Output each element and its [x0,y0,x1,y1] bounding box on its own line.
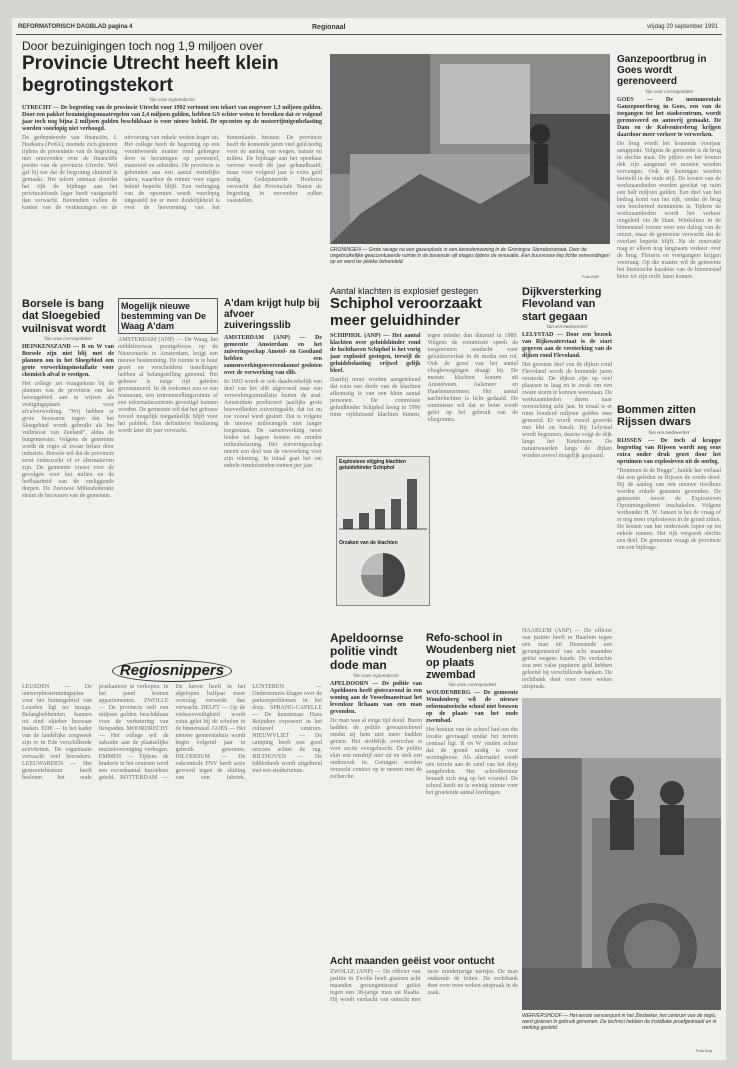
refo-article [426,632,518,952]
regiosnippers-body: LEUSDEN — De ontwerpbestemmingsplan voor het buitengebied van Leusden ligt ter inzage. Belanghebbenden kunnen tot eind oktober bezwaar maken. EDE — In het kader van de landelijke zorgweek zijn er in Ede verschillende activiteiten. De organisatie verwacht veel bezoekers. LEEUWARDEN — Het gemeentebestuur heeft besloten het oude postkantoor te verkopen. In het pand komen appartementen. ZWOLLE — De provincie stelt een miljoen gulden beschikbaar voor de verbetering van fietspaden. MOORDRECHT — Het college wil de subsidie aan de plaatselijke muziekvereniging verhogen. EMMEN — Tijdens de braderie in het centrum werd een recordaantal bezoekers geteld. ROTTERDAM — De haven heeft in het afgelopen halfjaar meer overslag verwerkt dan verwacht. DELFT — Op de verkeersveiligheid wordt extra gelet bij de scholen in de binnenstad. GOES — Het nieuwe gemeentehuis wordt begin volgend jaar in gebruik genomen. HILVERSUM — De vakcentrale FNV heeft actie gevoerd tegen de sluiting van een fabriek. LUNTEREN — Ondernemers klagen over de parkeerproblemen in het dorp. SPRANG-CAPELLE — De kunstenaar Hans Reijnders exposeert in het cultureel centrum. NIEUWVLIET — De camping heeft een goed seizoen achter de rug. BILTHOVEN — De bibliotheek wordt uitgebreid met een studieruimte. [22,684,324,781]
bommen-body: "Bommen in de Regge", luidde het verhaal dat een geleden in Rijssen de ronde deed. Bij de aanleg van een nieuwe rioolbuis werden enkele granaten gevonden. De gemeente moest de Explosieven Opruimingsdienst inschakelen. Volgens wethouder H. W. Jansen is het de vraag of er nog meer explosieven in de grond zitten. De kosten van het onderzoek lopen op tot enkele tonnen. Het rijk vergoedt slechts een deel. De gemeente vraagt de provincie om een bijdrage. [617,467,723,551]
graphic-pie [337,548,429,598]
refo-headline: Refo-school in Woudenberg niet op plaats zwembad [426,632,516,681]
borsele-byline: Van onze correspondent [44,336,92,342]
lead-byline: Van onze regioredactie [149,97,195,103]
masthead-rule [16,34,722,35]
refo-byline: Van onze correspondent [448,683,496,689]
waag-article [118,298,218,654]
adam-article [224,298,322,654]
bommen-headline: Bommen zitten Rijssen dwars [617,404,696,429]
apeldoorn-byline: Van onze regioredactie [353,674,399,680]
regiosnippers-title: Regiosnippers [119,661,225,679]
bommen-byline: Van een medewerker [648,430,690,436]
dijk-article [522,286,612,626]
graphic-title: Explosieve stijging klachten geluidshinder Schiphol [339,459,406,471]
schiphol-graphic [336,456,430,606]
wervershoof-credit: Foto Anp [696,1048,713,1053]
masthead-date: vrijdag 20 september 1991 [646,24,718,30]
wervershoof-caption: WERVERSHOOF — Het eerste vervoerpunt in het Ziesbeker, het centrum van de regio, werd gisteren in gebruik genomen. De technici hebben de installatie proefgedraaid en in werking gesteld. [522,1013,717,1031]
waag-body: AMSTERDAM (ANP) — De Waag, het middeleeuwse poortgebouw op de Nieuwmarkt in Amsterdam, krijgt een nieuwe bestemming. De ruimte is te huur gezet en verscheidene instellingen hebben al belangstelling getoond. Het gebouw is enige tijd geleden gerestaureerd. In de toekomst zou er een restaurant, een tentoonstellingsruimte of een informatiecentrum gevestigd kunnen worden. De gemeente wil dat het gebouw zoveel mogelijk toegankelijk blijft voor het publiek. Een definitieve beslissing wordt later dit jaar verwacht. [118,337,220,435]
groningen-photo [330,54,610,244]
waag-headline: Mogelijk nieuwe bestemming van De Waag A'dam [121,301,207,332]
dijk-body: Het grootste deel van de dijken rond Flevoland wordt de komende jaren versterkt. De dijken zijn op veel plaatsen te laag en te zwak om een zware storm te kunnen weerstaan. De werkzaamheden duren naar verwachting acht jaar. In totaal is er ruim honderd miljoen gulden mee gemoeid. Er wordt vooral gewerkt met klei en basalt. Bij Lelystad wordt begonnen, daarna volgt de dijk langs het Ketelmeer. De natuurwaarden langs de dijken worden zoveel mogelijk gespaard. [522,361,614,459]
adam-intro: AMSTERDAM (ANP) — De gemeente Amsterdam en het zuiveringsschap Amstel- en Gooiland hebben een samenwerkingsovereenkomst gesloten over de verwerking van slib. [224,334,322,376]
wervershoof-photo [522,698,721,1010]
adam-headline: A'dam krijgt hulp bij afvoer zuiveringsslib [224,298,320,332]
apeldoorn-intro: APELDOORN — De politie van Apeldoorn heeft gisteravond in een woning aan de Vosselmanstraat het levenloze lichaam van een man gevonden. [330,681,422,716]
schiphol-kicker: Aantal klachten is explosief gestegen [330,286,479,296]
waag-headline-box [118,298,218,334]
dijk-intro: LELYSTAD — Door een bezoek van Rijkswaterstaat is de start gegeven aan de versterking van de dijken rond Flevoland. [522,331,612,359]
dijk-byline: Van een medewerker [546,324,588,330]
masthead-left: REFORMATORISCH DAGBLAD pagina 4 [18,24,133,30]
ganzepoort-intro: GOES — De monumentale Ganzepoortbrug in Goes, een van de toegangen tot het stadscentrum, wordt gerenoveerd en autovrij gemaakt. De Dam en de Kolveniersbrug krijgen daardoor meer verkeer te verwerken. [617,96,721,138]
lead-headline: Provincie Utrecht heeft klein begrotingstekort [22,53,279,96]
zwolle-body: ZWOLLE (ANP) — De officier van justitie in Zwolle heeft gisteren acht maanden gevangenisstraf geëist tegen een 38-jarige man uit Raalte. Hij wordt verdacht van ontucht met twee minderjarige meisjes. De man ontkende de feiten. De rechtbank doet over twee weken uitspraak in de zaak. [330,969,520,1004]
apeldoorn-headline: Apeldoornse politie vindt dode man [330,631,404,672]
borsele-intro: HEINKENSZAND — B en W van Borsele zijn niet blij met de plannen om in het Sloegebied een grote verwerkingsinstallatie voor chemisch afval te vestigen. [22,343,114,378]
bommen-article [617,404,721,614]
groningen-credit: Foto ANP [582,274,600,279]
groningen-caption: GRONINGEN — Grote ravage na een gasexplosie in een benedenwoning in de Groningse Sterrebosstraat. Door de ongebruikelijke geaccentueerde ruimte in de bovenste vijf etages tijdens de renovatie. Een buurvrouw liep lichte verwondingen op en werd ter plekke behandeld. [330,247,610,265]
lead-intro: UTRECHT — De begroting van de provincie Utrecht voor 1992 vertoont een tekort van ongeveer 1,3 miljoen gulden. Door een pakket bezuinigingsmaatregelen van 2,4 miljoen gulden, hebben GS echter weten te bereiken dat er volgend jaar toch nog bijna 2 miljoen gulden beschikbaar is voor nieuw beleid. De opcenten op de motorrijtuigenbelasting worden voorlopig niet verhoogd. [22,104,322,132]
schiphol-body: Daarbij moet worden aangetekend dat ruim een derde van de klachten afkomstig is van een klein aantal personen. De commissie geluidhinder Schiphol kreeg in 1990 ruim vijfduizend klachten binnen, tegen minder dan duizend in 1989. Volgens de commissie speelt de toegenomen aandacht voor geluidsoverlast in de media een rol. Ook de groei van het aantal vliegbewegingen draagt bij. De meeste klachten komen uit Amstelveen, Aalsmeer en Haarlemmermeer. Het aantal nachtvluchten is licht gedaald. De commissie wil dat er beter wordt gelet op het gebruik van de vliegroutes. [330,332,520,423]
ganzepoort-byline: Van onze correspondent [645,89,693,95]
haarlem-article [522,628,612,692]
zwolle-article [330,956,518,1054]
ganzepoort-headline: Ganzepoortbrug in Goes wordt gerenoveerd [617,54,707,88]
apeldoorn-body: De man was al enige tijd dood. Buren hadden de politie gewaarschuwd omdat zij hem niet meer hadden gezien. Het stoffelijk overschot is voor sectie overgebracht. De politie sluit een misdrijf niet uit en stelt een onderzoek in. Getuigen worden verzocht contact op te nemen met de recherche. [330,718,424,781]
lead-article [22,40,322,290]
haarlem-body: HAARLEM (ANP) — De officier van justitie heeft in Haarlem tegen een man uit Heemstede een gevangenisstraf van acht maanden geëist wegens fraude. De verdachte zou met valse papieren geld hebben geleend bij verschillende banken. De rechtbank doet over twee weken uitspraak. [522,628,614,690]
lead-kicker: Door bezuinigingen toch nog 1,9 miljoen over [22,39,263,53]
graphic-bars [337,473,429,533]
adam-body: In 1993 wordt er ook daadwerkelijk een deel van het slib afgevoerd naar een verwerkingsinstallatie buiten de stad. Amsterdam produceert jaarlijks grote hoeveelheden zuiveringsslib, dat tot nu toe vooral werd gestort. Dat is volgens de nieuwe milieuregels niet langer toegestaan. De samenwerking moet leiden tot lagere kosten en minder milieubelasting. Het zuiveringsschap neemt een deel van de verwerking voor zijn rekening. In totaal gaat het om enkele tienduizenden tonnen per jaar. [224,378,324,469]
refo-body: Het bestuur van de school had om die locatie gevraagd omdat het terrein centraal ligt. B en W vinden echter dat de grond nodig is voor woningbouw. Als alternatief wordt een terrein aan de rand van het dorp aangeboden. Het schoolbestuur beraadt zich nog op het voorstel. De school heeft nu te weinig ruimte voor het groeiende aantal leerlingen. [426,727,520,797]
lead-body: De gedeputeerde van financiën, J. Hoekstra (PvdA), noemde zich gisteren tijdens de presentatie van de begroting niet ontevreden over de financiële positie van de provincie Utrecht. Wel gaf hij toe dat de begroting sluitend is gemaakt. Het tekort ontstaat doordat het rijk de bijdrage aan het provinciefonds lager heeft vastgesteld dan verwacht. Bovendien vallen de kosten van de verkiezingen en de uitvoering van enkele wetten hoger uit. Het college heeft de begroting op een verantwoorde manier rond gekregen door te bezuinigen op personeel, materieel en subsidies. De provincie is gebonden aan een aantal wettelijke taken, waardoor de ruimte voor eigen beleid beperkt blijft. Een verhoging van de opcenten wordt voorlopig uitgesteld tot er meer duidelijkheid is over de hervorming van het binnenlands bestuur. De provincie heeft de komende jaren veel geld nodig voor de aanleg van wegen, natuur en milieu. De bijdrage aan het openbaar vervoer wordt dit jaar gehandhaafd, maar voor volgend jaar is extra geld nodig. Gedeputeerde Hoekstra verwacht dat Provinciale Staten de begroting in november zullen vaststellen. [22,134,324,211]
masthead-section: Regionaal [312,24,346,31]
ganzepoort-article [617,54,721,394]
borsele-article [22,298,114,654]
apeldoorn-article [330,632,422,952]
newspaper-sheet [12,18,726,1060]
schiphol-intro: SCHIPHOL (ANP) — Het aantal klachten over geluidshinder rond de luchthaven Schiphol is het vorig jaar explosief gestegen, terwijl de geluidsbelasting vrijwel gelijk bleef. [330,332,421,374]
zwolle-headline: Acht maanden geëist voor ontucht [330,956,495,967]
borsele-body: Het college zet vraagtekens bij de plannen van de provincie om het havengebied aan te wijzen als vestigingsplaats voor afvalverwerking. "Wij hebben er grote bezwaren tegen dat het Sloegebied wordt gebruikt als het vuilnisvat van Zeeland", aldus de burgemeester. Volgens de gemeente wordt de regio al zwaar belast door industrie. Borsele wil dat de provincie eerst onderzoekt of er alternatieven zijn. De gemeente vreest voor de gevolgen voor het milieu en de leefbaarheid van de omliggende dorpen. De Zeeuwse Milieufederatie steunt de bezwaren van de gemeente. [22,380,116,499]
dijk-headline: Dijkversterking Flevoland van start gegaan [522,286,602,323]
ganzepoort-body: De brug wordt het komende voorjaar aangepakt. Volgens de gemeente is de brug in slechte staat. De pijlers en het houten dek zijn aangetast en moeten worden vervangen. Ook de leuningen worden hersteld in de oude stijl. De kosten van de werkzaamheden worden geschat op ruim een half miljoen gulden. Een deel van het bedrag komt van het rijk, omdat de brug een beschermd monument is. Tijdens de werkzaamheden wordt het verkeer omgeleid via de Dam. Winkeliers in de binnenstad vrezen voor een daling van de omzet, maar de gemeente verwacht dat de overlast beperkt blijft. Na de renovatie mag er alleen nog langzaam verkeer over de brug. Fietsers en voetgangers krijgen voorrang. Op die manier wil de gemeente het historische karakter van de binnenstad beter tot zijn recht laten komen. [617,140,723,280]
regiosnippers-banner [22,658,322,684]
regiosnippers-section [22,658,322,1054]
refo-intro: WOUDENBERG — De gemeente Woudenberg wil de nieuwe reformatorische school niet bouwen op de plaats van het oude zwembad. [426,690,518,725]
borsele-headline: Borsele is bang dat Sloegebied vuilnisvat wordt [22,298,106,335]
bommen-intro: RIJSSEN — De toch al krappe begroting van Rijssen wordt nog eens extra onder druk gezet door het opruimen van explosieven uit de oorlog. [617,437,721,465]
schiphol-headline: Schiphol veroorzaakt meer geluidhinder [330,295,482,329]
graphic-subtitle: Orzaken van de klachten [339,540,398,546]
